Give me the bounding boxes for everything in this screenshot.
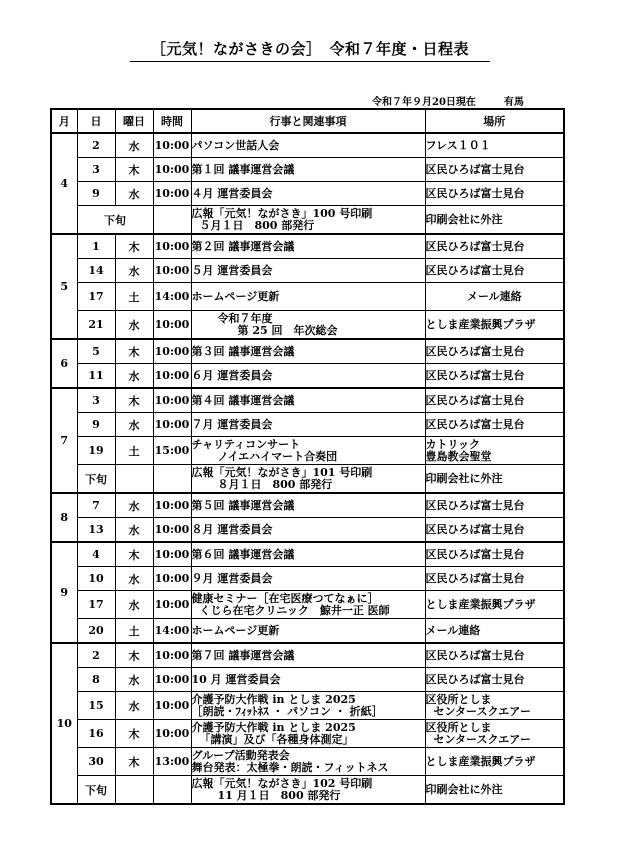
weekday-cell: 水 [115,567,153,591]
event-line-1: 広報「元気！ながさき」102 号印刷 [191,776,373,790]
event-cell [191,437,425,465]
event-cell [191,206,425,235]
time-cell: 13:00 [153,748,191,776]
table-row [51,720,564,748]
header-day: 日 [77,109,115,133]
event-cell: 第５回 議事運営会議 [191,493,425,518]
header-event: 行事と関連事項 [191,109,425,133]
place-cell [425,437,564,465]
weekday-cell: 水 [115,311,153,340]
weekday-cell: 木 [115,542,153,567]
day-cell: 15 [77,692,115,720]
time-cell: 10:00 [153,234,191,259]
event-line-1: 令和７年度 [217,311,273,325]
weekday-cell: 水 [115,413,153,437]
time-cell: 15:00 [153,437,191,465]
table-row [51,234,564,259]
place-cell: としま産業振興プラザ [425,591,564,619]
event-cell: 10 月 運営委員会 [191,668,425,692]
day-cell: 30 [77,748,115,776]
table-row [51,339,564,364]
event-line-1: 介護予防大作戦 in としま 2025 [191,720,356,734]
header-weekday: 曜日 [115,109,153,133]
place-cell: 印刷会社に外注 [425,776,564,805]
time-cell [153,206,191,235]
place-cell: 区民ひろば富士見台 [425,518,564,543]
event-cell [191,776,425,805]
weekday-cell: 水 [115,182,153,206]
table-row [51,364,564,389]
header-time: 時間 [153,109,191,133]
month-cell: 6 [51,339,77,388]
month-cell: 5 [51,234,77,339]
place-cell: 区民ひろば富士見台 [425,668,564,692]
place-cell: 区民ひろば富士見台 [425,234,564,259]
table-row [51,437,564,465]
event-cell: 第２回 議事運営会議 [191,234,425,259]
author-name: 有馬 [503,97,524,108]
weekday-cell: 水 [115,591,153,619]
event-line-2: 11 月１日 800 部発行 [217,788,341,802]
weekday-cell: 木 [115,234,153,259]
event-line-1: 健康セミナー［在宅医療つてなぁに］ [191,591,379,605]
day-cell: 20 [77,619,115,644]
weekday-cell: 木 [115,643,153,668]
table-row [51,206,564,235]
event-cell: 第４回 議事運営会議 [191,388,425,413]
event-cell: パソコン世話人会 [191,133,425,158]
event-cell: ４月 運営委員会 [191,182,425,206]
table-row [51,182,564,206]
weekday-cell: 木 [115,388,153,413]
place-line-1: 区役所としま [425,720,492,734]
place-cell: 区民ひろば富士見台 [425,158,564,182]
day-cell: 17 [77,591,115,619]
header-month: 月 [51,109,77,133]
day-cell: 8 [77,668,115,692]
day-cell: 21 [77,311,115,340]
event-cell: ６月 運営委員会 [191,364,425,389]
day-cell: 17 [77,283,115,311]
event-line-1: 広報「元気！ながさき」101 号印刷 [191,465,373,479]
day-cell: 9 [77,413,115,437]
place-cell: 区民ひろば富士見台 [425,413,564,437]
day-cell: 下旬 [77,206,153,235]
day-cell: 3 [77,388,115,413]
month-cell: 8 [51,493,77,542]
day-cell: 2 [77,643,115,668]
day-cell: 1 [77,234,115,259]
place-cell: 印刷会社に外注 [425,465,564,494]
table-row [51,619,564,644]
weekday-cell: 木 [115,720,153,748]
day-cell: 5 [77,339,115,364]
place-cell: 印刷会社に外注 [425,206,564,235]
place-line-2: 豊島教会聖堂 [425,449,492,463]
time-cell: 10:00 [153,692,191,720]
weekday-cell: 水 [115,493,153,518]
as-of-date: 令和７年９月20日現在 [372,97,476,108]
place-cell: 区民ひろば富士見台 [425,643,564,668]
table-row [51,591,564,619]
place-line-2: センタースクエアー [433,704,531,718]
weekday-cell: 水 [115,692,153,720]
place-cell: 区民ひろば富士見台 [425,388,564,413]
month-cell: 4 [51,133,77,234]
place-cell: としま産業振興プラザ [425,311,564,340]
table-row [51,748,564,776]
time-cell: 14:00 [153,283,191,311]
time-cell: 10:00 [153,413,191,437]
event-line-1: グループ活動発表会 [191,748,290,762]
event-line-2: 舞台発表：太極拳・朗読・フィットネス [191,760,389,774]
place-cell: メール連絡 [425,619,564,644]
time-cell [153,776,191,805]
table-row [51,692,564,720]
place-cell: メール連絡 [425,283,564,311]
day-cell: 13 [77,518,115,543]
event-cell [191,720,425,748]
day-cell: 9 [77,182,115,206]
event-line-2: 「講演」及び「各種身体測定」 [199,732,354,746]
table-header-row [51,109,564,133]
weekday-cell: 木 [115,339,153,364]
day-cell: 4 [77,542,115,567]
table-row [51,776,564,805]
weekday-cell [115,776,153,805]
day-cell: 11 [77,364,115,389]
place-cell [425,720,564,748]
event-cell: 第６回 議事運営会議 [191,542,425,567]
table-row [51,493,564,518]
event-cell [191,465,425,494]
place-cell: フレス１０１ [425,133,564,158]
place-cell: 区民ひろば富士見台 [425,339,564,364]
table-row [51,643,564,668]
place-cell: 区民ひろば富士見台 [425,567,564,591]
event-line-1: 介護予防大作戦 in としま 2025 [191,692,356,706]
event-cell: ５月 運営委員会 [191,259,425,283]
schedule-table [50,108,565,805]
table-row [51,311,564,340]
event-cell [191,311,425,340]
event-cell [191,748,425,776]
day-cell: 下旬 [77,465,115,494]
time-cell: 10:00 [153,311,191,340]
event-line-2: ８月１日 800 部発行 [217,477,333,491]
table-row [51,567,564,591]
place-cell: 区民ひろば富士見台 [425,182,564,206]
time-cell: 10:00 [153,643,191,668]
event-cell [191,692,425,720]
place-cell: 区民ひろば富士見台 [425,364,564,389]
event-line-1: 広報「元気！ながさき」100 号印刷 [191,206,373,220]
place-cell: 区民ひろば富士見台 [425,259,564,283]
time-cell: 14:00 [153,619,191,644]
document-title: ［元気！ながさきの会］ 令和７年度・日程表 [130,38,490,62]
header-place: 場所 [425,109,564,133]
event-cell: 第１回 議事運営会議 [191,158,425,182]
table-row [51,413,564,437]
weekday-cell [115,465,153,494]
weekday-cell: 土 [115,283,153,311]
place-line-2: センタースクエアー [433,732,531,746]
time-cell: 10:00 [153,388,191,413]
table-row [51,133,564,158]
table-row [51,388,564,413]
place-cell: 区民ひろば富士見台 [425,493,564,518]
event-cell: ホームページ更新 [191,619,425,644]
place-cell [425,692,564,720]
day-cell: 3 [77,158,115,182]
time-cell: 10:00 [153,259,191,283]
table-row [51,542,564,567]
day-cell: 2 [77,133,115,158]
day-cell: 下旬 [77,776,115,805]
time-cell: 10:00 [153,542,191,567]
place-line-1: 区役所としま [425,692,492,706]
event-line-2: ５月１日 800 部発行 [199,218,315,232]
weekday-cell: 水 [115,668,153,692]
event-cell: ９月 運営委員会 [191,567,425,591]
event-line-2: くじら在宅クリニック 鯨井一正 医師 [199,603,390,617]
event-cell: ホームページ更新 [191,283,425,311]
time-cell: 10:00 [153,720,191,748]
event-cell: ７月 運営委員会 [191,413,425,437]
time-cell: 10:00 [153,518,191,543]
time-cell: 10:00 [153,591,191,619]
day-cell: 10 [77,567,115,591]
event-cell [191,591,425,619]
weekday-cell: 水 [115,259,153,283]
table-row [51,259,564,283]
time-cell: 10:00 [153,182,191,206]
time-cell [153,465,191,494]
table-row [51,668,564,692]
weekday-cell: 土 [115,437,153,465]
weekday-cell: 土 [115,619,153,644]
time-cell: 10:00 [153,493,191,518]
table-row [51,158,564,182]
time-cell: 10:00 [153,339,191,364]
time-cell: 10:00 [153,567,191,591]
table-row [51,465,564,494]
time-cell: 10:00 [153,133,191,158]
place-cell: 区民ひろば富士見台 [425,542,564,567]
table-row [51,283,564,311]
day-cell: 7 [77,493,115,518]
document-meta [372,93,524,108]
event-cell: ８月 運営委員会 [191,518,425,543]
time-cell: 10:00 [153,158,191,182]
event-line-2: ［朗読・ﾌｨｯﾄﾈｽ ・ パソコン ・ 折紙］ [191,704,383,718]
event-cell: 第７回 議事運営会議 [191,643,425,668]
month-cell: 7 [51,388,77,493]
day-cell: 14 [77,259,115,283]
place-line-1: カトリック [425,437,481,451]
event-line-2: 第 25 回 年次総会 [237,323,338,337]
weekday-cell: 木 [115,158,153,182]
place-cell: としま産業振興プラザ [425,748,564,776]
table-row [51,518,564,543]
day-cell: 16 [77,720,115,748]
weekday-cell: 水 [115,364,153,389]
weekday-cell: 木 [115,748,153,776]
month-cell: 10 [51,643,77,804]
event-line-1: チャリティコンサート [191,437,301,451]
time-cell: 10:00 [153,668,191,692]
event-cell: 第３回 議事運営会議 [191,339,425,364]
day-cell: 19 [77,437,115,465]
time-cell: 10:00 [153,364,191,389]
weekday-cell: 水 [115,133,153,158]
month-cell: 9 [51,542,77,643]
weekday-cell: 水 [115,518,153,543]
event-line-2: ノイエハイマート合奏団 [217,449,338,463]
